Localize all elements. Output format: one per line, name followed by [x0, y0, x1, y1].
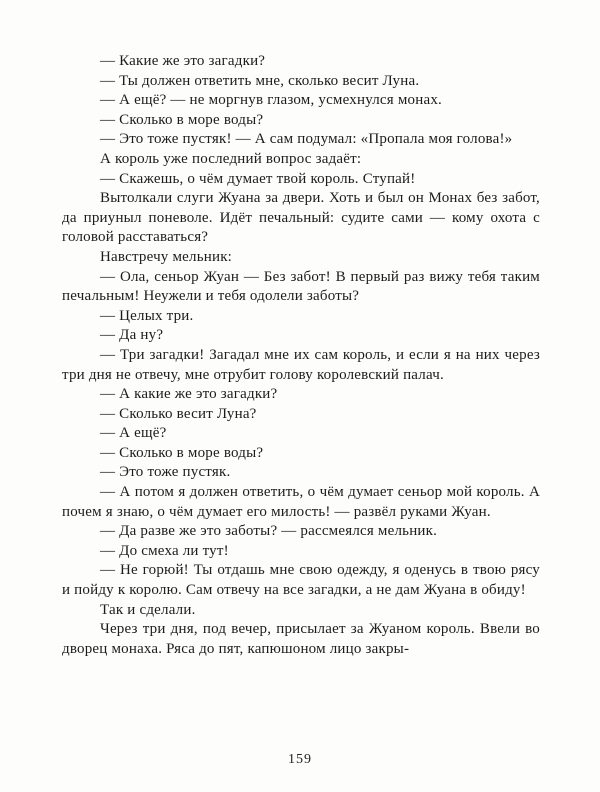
paragraph: — Не горюй! Ты отдашь мне свою одежду, я оденусь в твою рясу и пойду к королю. Сам отвечу на все загадки, а не дам Жуана в обиду! [62, 562, 540, 599]
paragraph: — А ещё? [100, 425, 167, 442]
paragraph: — А ещё? — не моргнув глазом, усмехнулся монах. [100, 92, 442, 109]
paragraph: — Скажешь, о чём думает твой король. Ступай! [100, 170, 416, 187]
paragraph: — Какие же это загадки? [100, 53, 266, 69]
paragraph: А король уже последний вопрос задаёт: [100, 150, 362, 167]
paragraph: Через три дня, под вечер, присылает за Жуаном король. Ввели во дворец монаха. Ряса до пят, капюшоном лицо закры- [62, 621, 540, 657]
paragraph: — Ола, сеньор Жуан — Без забот! В первый раз вижу тебя таким печальным! Неужели и тебя одолели заботы? [62, 268, 540, 305]
paragraph: — Сколько весит Луна? [100, 405, 257, 422]
paragraph: Так и сделали. [100, 601, 196, 618]
page-number: 159 [288, 752, 312, 767]
paragraph: — Да разве же это заботы? — рассмеялся мельник. [100, 523, 438, 540]
paragraph: — Сколько в море воды? [100, 111, 264, 128]
paragraph: Навстречу мельник: [100, 248, 233, 265]
paragraph: — Целых три. [100, 307, 194, 324]
text-block [62, 52, 540, 659]
paragraph: Вытолкали слуги Жуана за двери. Хоть и был он Монах без забот, да приуныл поневоле. Идёт печальный: судите сами — кому охота с головой расставаться? [62, 190, 540, 246]
paragraph: — Это тоже пустяк! — А сам подумал: «Пропала моя голова!» [100, 131, 513, 148]
paragraph: — До смеха ли тут! [100, 542, 229, 559]
paragraph: — А потом я должен ответить, о чём думает сеньор мой король. А почем я знаю, о чём думает его милость! — развёл руками Жуан. [62, 484, 540, 520]
paragraph: — А какие же это загадки? [100, 386, 278, 403]
paragraph: — Три загадки! Загадал мне их сам король, и если я на них через три дня не отвечу, мне отрубит голову королевский палач. [62, 346, 540, 383]
paragraph: — Ты должен ответить мне, сколько весит Луна. [100, 72, 420, 89]
paragraph: — Да ну? [100, 327, 164, 344]
paragraph: — Сколько в море воды? [100, 444, 264, 461]
paragraph: — Это тоже пустяк. [100, 464, 231, 481]
